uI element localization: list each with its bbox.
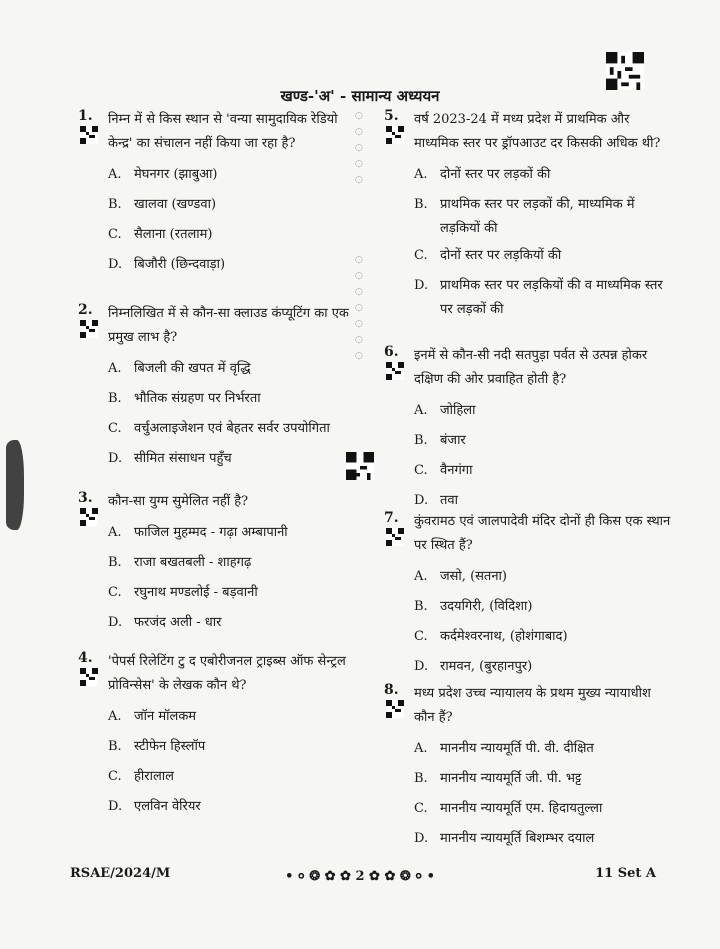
option-label: A.	[108, 525, 122, 540]
option-a	[414, 562, 674, 592]
option-label: A.	[414, 569, 428, 584]
option-label: A.	[414, 167, 428, 182]
option-label: D.	[108, 799, 123, 814]
question-number: 6.	[384, 344, 399, 360]
option-text: सीमित संसाधन पहुँच	[134, 451, 232, 466]
question-1	[78, 108, 358, 302]
option-b	[414, 592, 674, 622]
option-a	[414, 160, 674, 190]
qr-code-icon	[386, 126, 404, 144]
question-number: 5.	[384, 108, 399, 124]
option-label: C.	[108, 227, 122, 242]
options-list	[414, 734, 674, 854]
qr-code-icon	[386, 362, 404, 380]
option-label: A.	[414, 741, 428, 756]
option-a	[414, 734, 674, 764]
option-c	[414, 622, 674, 652]
qr-code-icon	[386, 528, 404, 546]
option-label: C.	[414, 801, 428, 816]
option-text: प्राथमिक स्तर पर लड़कियों की व माध्यमिक स्तर पर लड़कों की	[440, 278, 663, 317]
question-6	[384, 344, 674, 510]
option-text: खालवा (खण्डवा)	[134, 197, 217, 212]
question-8	[384, 682, 674, 854]
options-list	[108, 518, 358, 638]
option-d	[108, 444, 358, 474]
question-4	[78, 650, 358, 822]
option-c	[414, 456, 674, 486]
option-label: B.	[108, 555, 122, 570]
options-list	[414, 396, 674, 516]
option-c	[414, 241, 674, 271]
qr-code-icon	[606, 52, 644, 90]
scan-smudge	[6, 440, 24, 530]
option-d	[108, 792, 358, 822]
option-text: जसो, (सतना)	[440, 569, 507, 584]
option-b	[108, 732, 358, 762]
option-label: C.	[108, 585, 122, 600]
question-number: 2.	[78, 302, 93, 318]
qr-code-icon	[346, 452, 374, 480]
option-label: A.	[108, 167, 122, 182]
option-text: रघुनाथ मण्डलोई - बड़वानी	[134, 585, 258, 600]
option-b	[108, 384, 358, 414]
page-footer	[0, 866, 720, 886]
question-text: 'पेपर्स रिलेटिंग टु द एबोरीजनल ट्राइब्स ऑफ सेन्ट्रल प्रोविन्सेस' के लेखक कौन थे?	[108, 654, 346, 693]
option-label: A.	[108, 709, 122, 724]
option-label: D.	[108, 615, 123, 630]
question-number: 3.	[78, 490, 93, 506]
question-text: कुंवरामठ एवं जालपादेवी मंदिर दोनों ही किस एक स्थान पर स्थित हैं?	[414, 514, 671, 553]
qr-code-icon	[80, 320, 98, 338]
option-d	[414, 652, 674, 682]
scan-margin-marks: ◌ ◌ ◌ ◌ ◌ ◌ ◌ ◌ ◌ ◌ ◌ ◌	[355, 111, 363, 361]
qr-code-icon	[80, 508, 98, 526]
option-label: C.	[414, 463, 428, 478]
option-text: माननीय न्यायमूर्ति पी. वी. दीक्षित	[440, 741, 594, 756]
options-list	[414, 562, 674, 682]
option-label: D.	[414, 493, 429, 508]
option-text: दोनों स्तर पर लड़कियों की	[440, 248, 562, 263]
options-list	[108, 160, 358, 280]
option-c	[108, 762, 358, 792]
option-label: A.	[108, 361, 122, 376]
option-label: C.	[414, 629, 428, 644]
option-d	[108, 608, 358, 638]
option-label: A.	[414, 403, 428, 418]
option-text: कर्दमेश्वरनाथ, (होशंगाबाद)	[440, 629, 568, 644]
question-number: 1.	[78, 108, 93, 124]
option-text: तवा	[440, 493, 459, 508]
page-number: • ० ❂ ✿ ✿ 2 ✿ ✿ ❂ ० •	[285, 869, 435, 884]
options-list	[108, 702, 358, 822]
question-text: मध्य प्रदेश उच्च न्यायालय के प्रथम मुख्य न्यायाधीश कौन हैं?	[414, 686, 651, 725]
option-label: D.	[414, 278, 429, 293]
option-text: हीरालाल	[134, 769, 174, 784]
option-b	[414, 426, 674, 456]
right-column	[384, 108, 674, 854]
set-label: 11 Set A	[595, 866, 656, 881]
option-text: जोहिला	[440, 403, 476, 418]
option-text: बिजौरी (छिन्दवाड़ा)	[134, 257, 226, 272]
paper-code: RSAE/2024/M	[70, 866, 171, 881]
question-7	[384, 510, 674, 682]
option-text: जॉन मॉलकम	[134, 709, 197, 724]
option-text: भौतिक संग्रहण पर निर्भरता	[134, 391, 261, 406]
option-text: स्टीफेन हिस्लॉप	[134, 739, 206, 754]
left-column	[78, 108, 358, 822]
option-label: B.	[414, 433, 428, 448]
option-text: फाजिल मुहम्मद - गढ़ा अम्बापानी	[134, 525, 288, 540]
option-label: B.	[108, 739, 122, 754]
option-text: सैलाना (रतलाम)	[134, 227, 213, 242]
option-text: बिजली की खपत में वृद्धि	[134, 361, 251, 376]
option-b	[414, 764, 674, 794]
question-text: इनमें से कौन-सी नदी सतपुड़ा पर्वत से उत्पन्न होकर दक्षिण की ओर प्रवाहित होती है?	[414, 348, 648, 387]
option-text: बंजार	[440, 433, 466, 448]
option-d	[108, 250, 358, 280]
option-b	[414, 190, 674, 241]
option-b	[108, 548, 358, 578]
qr-code-icon	[80, 126, 98, 144]
option-label: D.	[414, 831, 429, 846]
option-a	[108, 518, 358, 548]
option-text: दोनों स्तर पर लड़कों की	[440, 167, 551, 182]
section-title: खण्ड-'अ' - सामान्य अध्ययन	[280, 87, 440, 105]
question-number: 8.	[384, 682, 399, 698]
option-text: माननीय न्यायमूर्ति एम. हिदायतुल्ला	[440, 801, 603, 816]
question-2	[78, 302, 358, 490]
option-label: B.	[108, 391, 122, 406]
question-number: 4.	[78, 650, 93, 666]
option-d	[414, 271, 674, 322]
option-text: वैनगंगा	[440, 463, 473, 478]
option-label: C.	[108, 421, 122, 436]
option-text: माननीय न्यायमूर्ति जी. पी. भट्ट	[440, 771, 582, 786]
option-text: फरजंद अली - धार	[134, 615, 222, 630]
option-a	[108, 160, 358, 190]
option-label: C.	[414, 248, 428, 263]
question-text: कौन-सा युग्म सुमेलित नहीं है?	[108, 494, 249, 509]
option-text: वर्चुअलाइजेशन एवं बेहतर सर्वर उपयोगिता	[134, 421, 330, 436]
option-label: B.	[414, 197, 428, 212]
question-number: 7.	[384, 510, 399, 526]
option-label: D.	[108, 257, 123, 272]
option-text: रामवन, (बुरहानपुर)	[440, 659, 533, 674]
option-label: B.	[414, 771, 428, 786]
option-text: प्राथमिक स्तर पर लड़कों की, माध्यमिक में लड़कियों की	[440, 197, 635, 236]
option-label: D.	[414, 659, 429, 674]
option-label: B.	[108, 197, 122, 212]
option-text: उदयगिरी, (विदिशा)	[440, 599, 533, 614]
question-3	[78, 490, 358, 650]
option-text: एलविन वेरियर	[134, 799, 201, 814]
option-label: C.	[108, 769, 122, 784]
option-b	[108, 190, 358, 220]
option-c	[414, 794, 674, 824]
option-text: राजा बखतबली - शाहगढ़	[134, 555, 252, 570]
option-text: मेघनगर (झाबुआ)	[134, 167, 218, 182]
options-list	[414, 160, 674, 322]
option-label: D.	[108, 451, 123, 466]
option-c	[108, 578, 358, 608]
question-text: निम्नलिखित में से कौन-सा क्लाउड कंप्यूटिंग का एक प्रमुख लाभ है?	[108, 306, 349, 345]
question-text: निम्न में से किस स्थान से 'वन्या सामुदायिक रेडियो केन्द्र' का संचालन नहीं किया जा रहा है?	[108, 112, 338, 151]
option-text: माननीय न्यायमूर्ति बिशम्भर दयाल	[440, 831, 595, 846]
qr-code-icon	[80, 668, 98, 686]
options-list	[108, 354, 358, 474]
question-5	[384, 108, 674, 344]
option-c	[108, 220, 358, 250]
question-text: वर्ष 2023-24 में मध्य प्रदेश में प्राथमिक और माध्यमिक स्तर पर ड्रॉपआउट दर किसकी अधिक थी?	[414, 112, 661, 151]
option-d	[414, 824, 674, 854]
option-c	[108, 414, 358, 444]
option-a	[414, 396, 674, 426]
option-a	[108, 354, 358, 384]
option-label: B.	[414, 599, 428, 614]
qr-code-icon	[386, 700, 404, 718]
option-a	[108, 702, 358, 732]
